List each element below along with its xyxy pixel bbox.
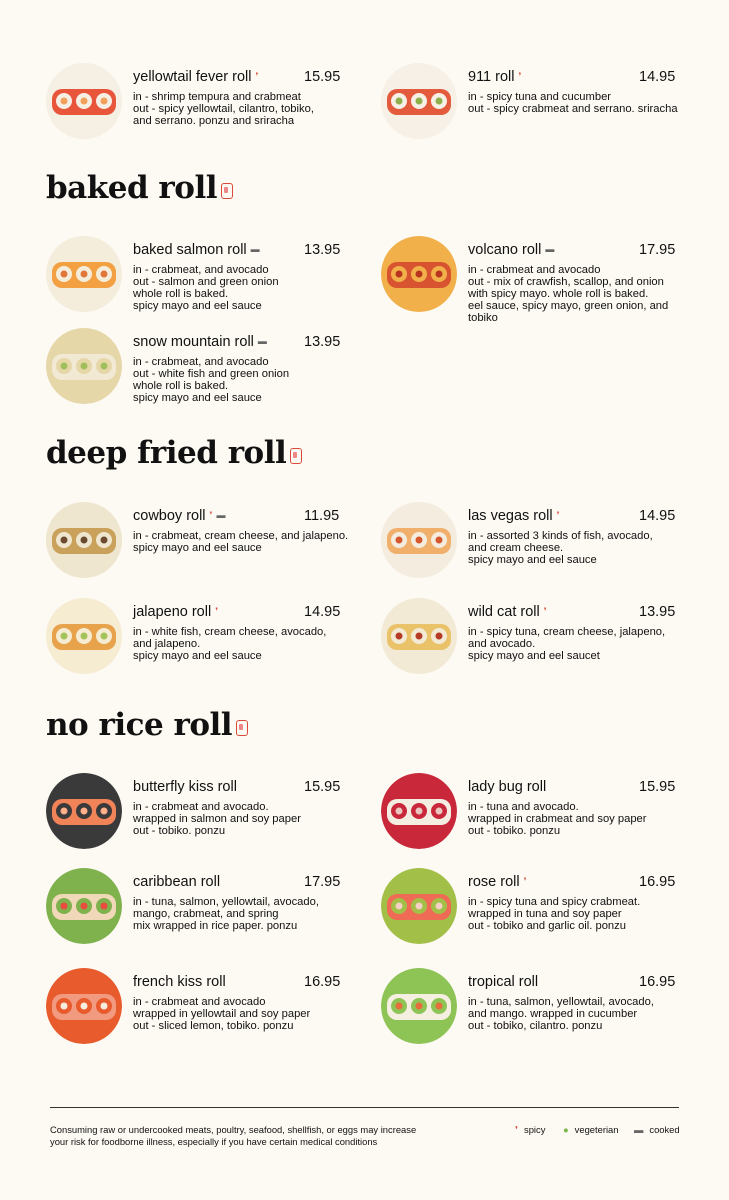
menu-item [381,968,681,1058]
description-line: and serrano. ponzu and sriracha [133,115,295,127]
menu-item [46,773,346,863]
item-name-text: wild cat roll [468,604,540,620]
item-name-text: baked salmon roll [133,242,247,258]
legend-cooked [634,1124,680,1135]
legend-label: cooked [649,1124,680,1135]
legend-label: spicy [524,1124,546,1135]
item-description [133,530,348,554]
sushi-roll-image [381,236,457,312]
sushi-roll-image [46,598,122,674]
item-name [468,69,521,85]
section-heading-no-rice [46,707,248,743]
chili-icon: ❜ [515,1124,519,1135]
description-line: out - spicy yellowtail, cilantro, tobiko, [133,103,314,115]
item-description [133,356,348,404]
sushi-roll-photo [381,598,457,674]
chili-icon: ❜ [523,876,527,886]
description-line: out - tobiko and garlic oil. ponzu [468,920,626,932]
item-name [133,242,260,258]
sushi-roll-photo [381,236,457,312]
section-title: deep fried roll [46,435,287,471]
description-line: mango, crabmeat, and spring [133,908,279,920]
sushi-roll-photo [46,968,122,1044]
section-heading-baked [46,170,233,206]
item-name-text: french kiss roll [133,974,226,990]
menu-item [381,63,681,153]
item-price: 15.95 [304,69,341,85]
menu-item [381,598,681,688]
item-name [133,334,267,350]
cooked-icon: ▬ [634,1124,644,1135]
chili-icon: ❜ [543,606,547,616]
description-line: in - spicy tuna and spicy crabmeat. [468,896,641,908]
chili-badge-icon [290,448,302,464]
item-name [468,604,547,620]
menu-item [46,598,346,688]
menu-item [46,868,346,958]
sushi-roll-image [381,968,457,1044]
description-line: whole roll is baked. [133,380,229,392]
sushi-roll-photo [381,868,457,944]
description-line: in - spicy tuna, cream cheese, jalapeno, [468,626,666,638]
sushi-roll-image [381,502,457,578]
menu-item [46,502,349,592]
item-price: 13.95 [304,334,341,350]
item-price: 14.95 [639,508,676,524]
item-name-text: volcano roll [468,242,542,258]
item-name-text: tropical roll [468,974,539,990]
item-description [468,801,683,837]
sushi-roll-image [46,968,122,1044]
cooked-icon: ▬ [216,510,226,520]
sushi-roll-photo [46,502,122,578]
item-description [468,626,683,662]
item-price: 11.95 [304,508,340,524]
description-line: in - white fish, cream cheese, avocado, [133,626,327,638]
item-price: 14.95 [304,604,341,620]
item-name-text: snow mountain roll [133,334,254,350]
description-line: spicy mayo and eel sauce [133,542,262,554]
item-price: 17.95 [639,242,676,258]
footer-divider [50,1107,679,1108]
description-line: in - tuna, salmon, yellowtail, avocado, [133,896,319,908]
item-name-text: yellowtail fever roll [133,69,252,85]
item-description [468,996,683,1032]
sushi-roll-image [381,773,457,849]
menu-item [46,968,346,1058]
description-line: and cream cheese. [468,542,564,554]
item-name-text: las vegas roll [468,508,553,524]
section-heading-deep-fried [46,435,302,471]
sushi-roll-photo [46,328,122,404]
item-price: 13.95 [639,604,676,620]
sushi-roll-image [46,236,122,312]
item-description [468,896,683,932]
description-line: out - mix of crawfish, scallop, and onion [468,276,664,288]
item-price: 15.95 [639,779,676,795]
description-line: spicy mayo and eel sauce [133,300,262,312]
item-name [468,508,560,524]
description-line: eel sauce, spicy mayo, green onion, and [468,300,669,312]
description-line: in - assorted 3 kinds of fish, avocado, [468,530,653,542]
description-line: and jalapeno. [133,638,201,650]
food-safety-disclaimer [50,1124,416,1147]
section-title: no rice roll [46,707,233,743]
item-name [468,242,554,258]
description-line: in - tuna and avocado. [468,801,579,813]
menu-item [46,236,346,326]
item-name [133,508,225,524]
item-name [133,974,226,990]
item-description [133,801,348,837]
sushi-roll-photo [381,773,457,849]
description-line: in - crabmeat, and avocado [133,264,269,276]
item-description [133,91,348,127]
description-line: out - salmon and green onion [133,276,279,288]
item-description [133,626,348,662]
cooked-icon: ▬ [545,244,555,254]
item-name-text: lady bug roll [468,779,547,795]
sushi-roll-photo [46,773,122,849]
sushi-roll-photo [381,502,457,578]
disclaimer-line: Consuming raw or undercooked meats, poultry, seafood, shellfish, or eggs may increase [50,1124,417,1135]
chili-icon: ❜ [556,510,560,520]
description-line: tobiko [468,312,498,324]
description-line: out - sliced lemon, tobiko. ponzu [133,1020,294,1032]
description-line: and mango. wrapped in cucumber [468,1008,638,1020]
item-description [133,264,348,312]
sushi-roll-image [46,868,122,944]
sushi-roll-image [381,598,457,674]
item-name-text: caribbean roll [133,874,221,890]
chili-icon: ❜ [518,71,522,81]
chili-badge-icon [236,720,248,736]
description-line: in - crabmeat and avocado. [133,801,269,813]
item-name-text: butterfly kiss roll [133,779,237,795]
sushi-roll-image [46,502,122,578]
description-line: in - crabmeat and avocado [133,996,266,1008]
legend-spicy [515,1124,545,1136]
item-name [468,974,538,990]
menu-item [46,63,346,153]
item-description [468,264,683,324]
item-price: 13.95 [304,242,341,258]
description-line: wrapped in tuna and soy paper [468,908,622,920]
sushi-roll-image [46,328,122,404]
item-name-text: rose roll [468,874,520,890]
menu-item [381,502,681,592]
description-line: spicy mayo and eel sauce [468,554,597,566]
item-name [133,69,258,85]
chili-badge-icon [221,183,233,199]
description-line: in - crabmeat, and avocado [133,356,269,368]
item-price: 16.95 [639,874,676,890]
item-name-text: jalapeno roll [133,604,212,620]
description-line: mix wrapped in rice paper. ponzu [133,920,298,932]
description-line: spicy mayo and eel sauce [133,392,262,404]
legend-vegetarian [563,1124,618,1135]
chili-icon: ❜ [215,606,219,616]
description-line: wrapped in yellowtail and soy paper [133,1008,311,1020]
item-name [468,779,546,795]
chili-icon: ❜ [255,71,259,81]
description-line: out - tobiko. ponzu [468,825,561,837]
item-price: 16.95 [304,974,341,990]
item-price: 14.95 [639,69,676,85]
menu-item [381,773,681,863]
cooked-icon: ▬ [257,336,267,346]
item-name [133,604,218,620]
sushi-roll-photo [46,868,122,944]
sushi-roll-image [46,773,122,849]
disclaimer-line: your risk for foodborne illness, especially if you have certain medical conditions [50,1135,378,1147]
description-line: with spicy mayo. whole roll is baked. [468,288,649,300]
description-line: and avocado. [468,638,536,650]
item-name [468,874,526,890]
description-line: spicy mayo and eel saucet [468,650,600,662]
description-line: out - tobiko, cilantro. ponzu [468,1020,603,1032]
sushi-roll-image [46,63,122,139]
cooked-icon: ▬ [250,244,260,254]
item-price: 16.95 [639,974,676,990]
sushi-roll-image [381,868,457,944]
item-description [133,896,348,932]
item-name [133,874,220,890]
description-line: in - tuna, salmon, yellowtail, avocado, [468,996,654,1008]
menu-item [381,868,681,958]
item-description [468,91,683,115]
sushi-roll-photo [46,236,122,312]
item-price: 17.95 [304,874,341,890]
sushi-roll-image [381,63,457,139]
sushi-roll-photo [46,598,122,674]
leaf-icon: ● [563,1124,569,1135]
description-line: in - crabmeat and avocado [468,264,601,276]
description-line: in - spicy tuna and cucumber [468,91,612,103]
sushi-roll-photo [46,63,122,139]
description-line: wrapped in salmon and soy paper [133,813,301,825]
item-name-text: cowboy roll [133,508,206,524]
item-name-text: 911 roll [468,69,515,85]
description-line: out - spicy crabmeat and serrano. sriracha [468,103,678,115]
legend-label: vegeterian [574,1124,619,1135]
description-line: wrapped in crabmeat and soy paper [468,813,647,825]
description-line: spicy mayo and eel sauce [133,650,262,662]
menu-item [46,328,346,418]
item-name [133,779,237,795]
menu-item [381,236,681,326]
description-line: in - shrimp tempura and crabmeat [133,91,301,103]
section-title: baked roll [46,170,217,206]
sushi-roll-photo [381,968,457,1044]
description-line: in - crabmeat, cream cheese, and jalapeno. [133,530,349,542]
chili-icon: ❜ [209,510,213,520]
description-line: out - white fish and green onion [133,368,290,380]
item-description [468,530,683,566]
description-line: whole roll is baked. [133,288,229,300]
sushi-roll-photo [381,63,457,139]
description-line: out - tobiko. ponzu [133,825,226,837]
item-price: 15.95 [304,779,341,795]
item-description [133,996,348,1032]
